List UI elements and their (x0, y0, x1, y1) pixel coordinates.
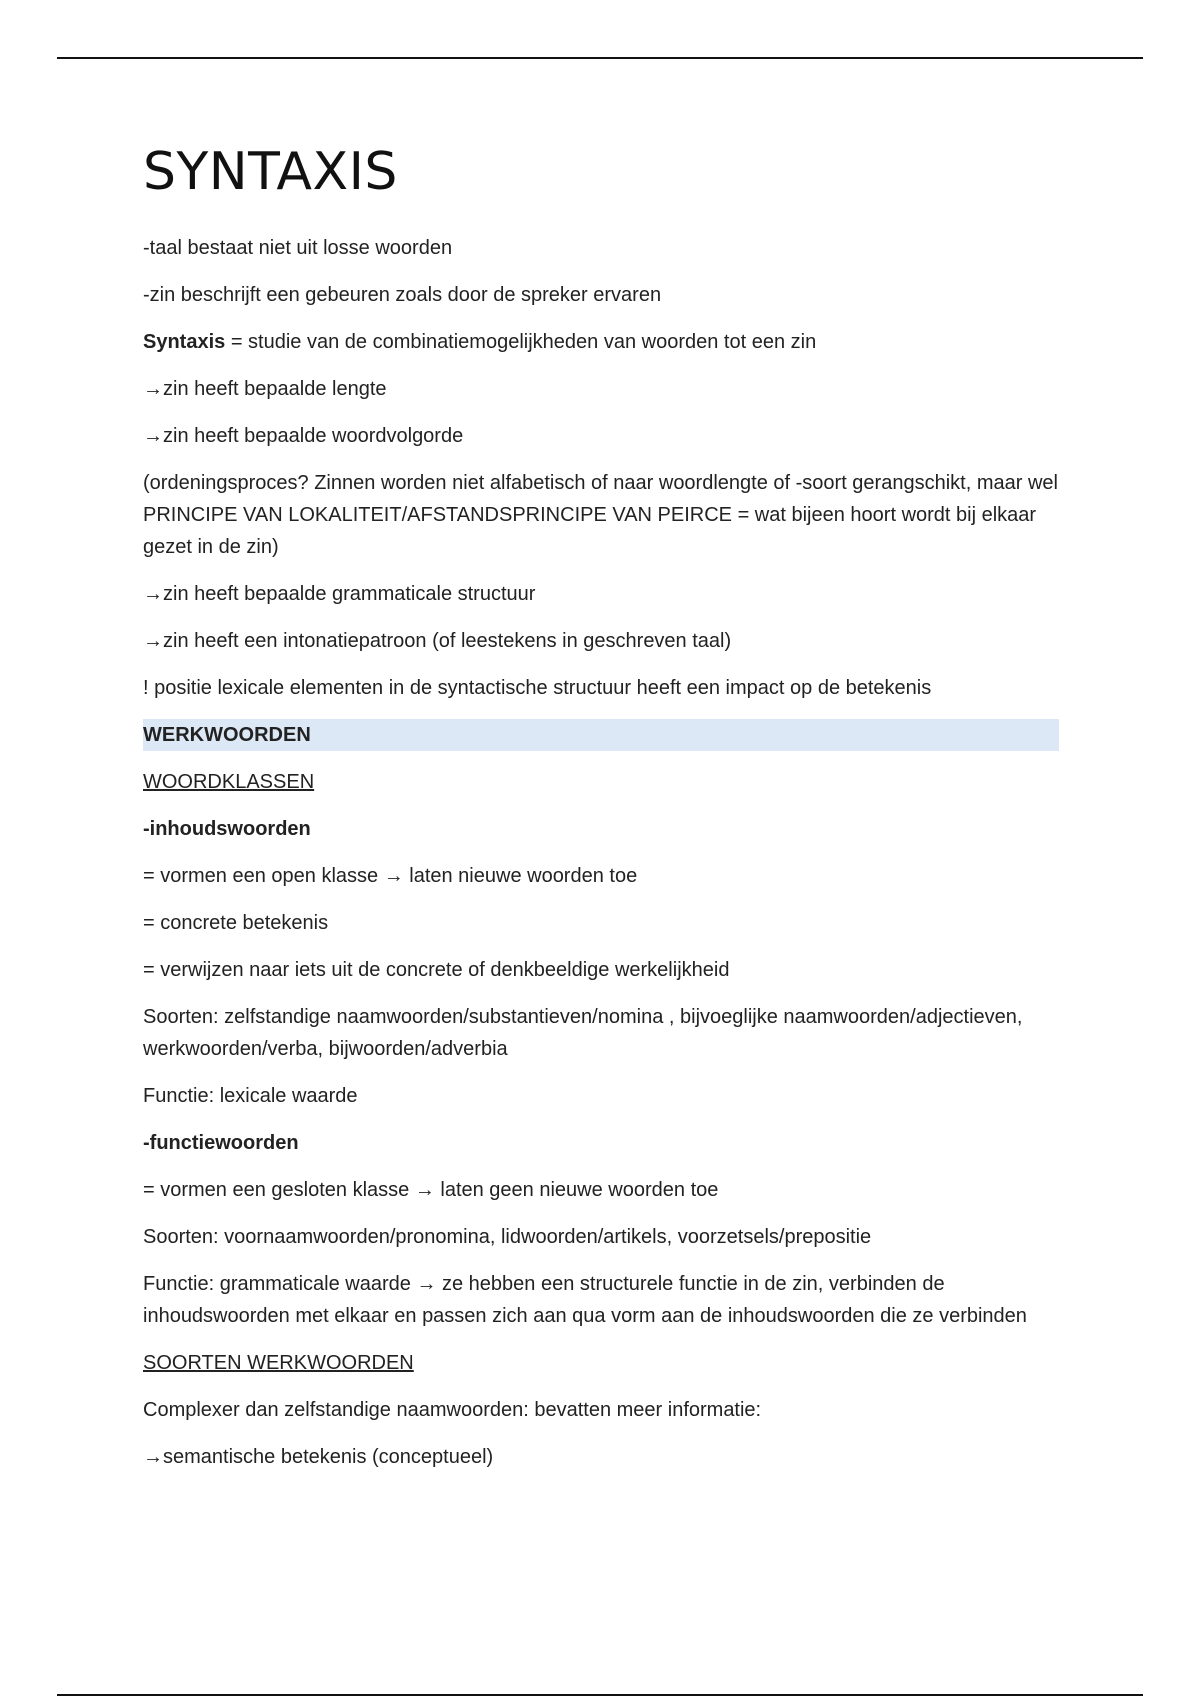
inhoud-open-klasse: = vormen een open klasse → laten nieuwe woorden toe (143, 865, 638, 887)
line-taal: -taal bestaat niet uit losse woorden (143, 237, 453, 259)
document-title: SYNTAXIS (143, 142, 398, 202)
inhoudswoorden-heading: -inhoudswoorden (143, 818, 311, 840)
definition-term: Syntaxis (143, 331, 226, 353)
bottom-rule (57, 1694, 1143, 1696)
functie-soorten: Soorten: voornaamwoorden/pronomina, lidwoorden/artikels, voorzetsels/prepositie (143, 1226, 872, 1248)
line-zin: -zin beschrijft een gebeuren zoals door de spreker ervaren (143, 284, 662, 306)
functiewoorden-heading: -functiewoorden (143, 1132, 299, 1154)
arrow-intonatie: →zin heeft een intonatiepatroon (of leestekens in geschreven taal) (143, 630, 732, 652)
heading-werkwoorden: WERKWOORDEN (143, 719, 1059, 751)
document-body (143, 140, 1059, 1488)
definition-syntaxis (143, 326, 1059, 358)
arrow-structuur: →zin heeft bepaalde grammaticale structuur (143, 583, 536, 605)
arrow-woordvolgorde: →zin heeft bepaalde woordvolgorde (143, 425, 464, 447)
inhoud-soorten: Soorten: zelfstandige naamwoorden/substantieven/nomina , bijvoeglijke naamwoorden/adjectieven, werkwoorden/verba, bijwoorden/adverbia (143, 1006, 1023, 1060)
subheading-soorten-werkwoorden: SOORTEN WERKWOORDEN (143, 1352, 414, 1374)
arrow-lengte: →zin heeft bepaalde lengte (143, 378, 387, 400)
inhoud-concrete: = concrete betekenis (143, 912, 329, 934)
arrow-semantische: →semantische betekenis (conceptueel) (143, 1446, 494, 1468)
functie-functie: Functie: grammaticale waarde → ze hebben een structurele functie in de zin, verbinden de inhoudswoorden met elkaar en passen zich aan qua vorm aan de inhoudswoorden die ze verbinden (143, 1273, 1027, 1327)
inhoud-functie: Functie: lexicale waarde (143, 1085, 358, 1107)
definition-text: = studie van de combinatiemogelijkheden van woorden tot een zin (225, 331, 817, 353)
top-rule (57, 57, 1143, 59)
note-positie: ! positie lexicale elementen in de syntactische structuur heeft een impact op de betekenis (143, 677, 932, 699)
paragraph-ordening: (ordeningsproces? Zinnen worden niet alfabetisch of naar woordlengte of -soort gerangschikt, maar wel PRINCIPE VAN LOKALITEIT/AFSTANDSPRINCIPE VAN PEIRCE = wat bijeen hoort wordt bij elkaar gezet in de zin) (143, 472, 1058, 558)
complexer-line: Complexer dan zelfstandige naamwoorden: bevatten meer informatie: (143, 1399, 762, 1421)
functie-gesloten-klasse: = vormen een gesloten klasse → laten geen nieuwe woorden toe (143, 1179, 719, 1201)
subheading-woordklassen: WOORDKLASSEN (143, 771, 315, 793)
inhoud-verwijzen: = verwijzen naar iets uit de concrete of denkbeeldige werkelijkheid (143, 959, 730, 981)
